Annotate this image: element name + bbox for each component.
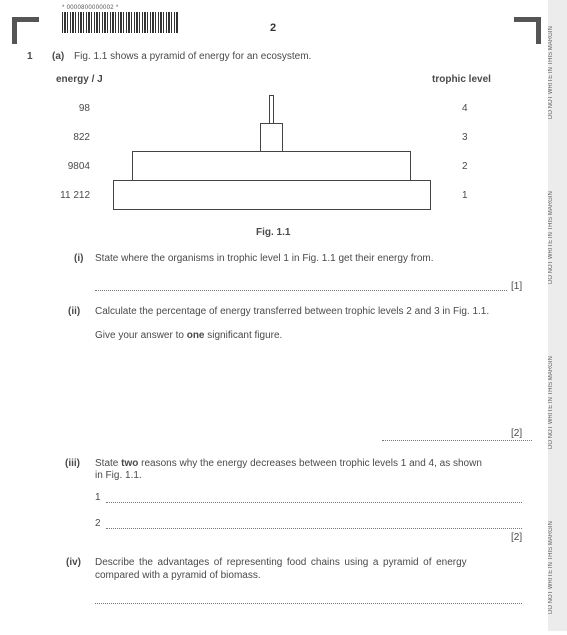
margin-warning: DO NOT WRITE IN THIS MARGIN — [548, 356, 554, 449]
candidate-serial: * 0000800000002 * — [62, 5, 119, 11]
answer-line[interactable] — [106, 528, 522, 529]
energy-value: 822 — [73, 132, 90, 143]
energy-value: 9804 — [67, 161, 90, 172]
trophic-level-number: 1 — [462, 190, 468, 201]
figure-caption: Fig. 1.1 — [256, 227, 291, 238]
crop-mark-right — [514, 17, 541, 44]
part-label-a: (a) — [52, 51, 65, 62]
barcode — [62, 12, 178, 33]
part-label-iii: (iii) — [65, 458, 80, 469]
question-text-iv: Describe the advantages of representing food chains using a pyramid of energy — [95, 557, 467, 568]
question-number: 1 — [27, 51, 33, 62]
question-intro: Fig. 1.1 shows a pyramid of energy for an ecosystem. — [74, 51, 312, 62]
answer-number: 2 — [95, 518, 101, 529]
page-number: 2 — [270, 22, 277, 34]
margin-strip — [548, 0, 567, 631]
part-label-iv: (iv) — [66, 557, 81, 568]
pyramid-bar-level-4 — [269, 95, 274, 124]
answer-number: 1 — [95, 492, 101, 503]
question-text-iv-cont: compared with a pyramid of biomass. — [95, 570, 261, 581]
question-text-ii: Calculate the percentage of energy transferred between trophic levels 2 and 3 in Fig. 1.1. — [95, 306, 490, 317]
answer-line[interactable] — [106, 502, 522, 503]
trophic-level-heading: trophic level — [432, 74, 491, 85]
part-label-i: (i) — [74, 253, 84, 264]
question-text-iii-cont: in Fig. 1.1. — [95, 470, 142, 481]
marks-ii: [2] — [511, 428, 523, 439]
energy-column-heading: energy / J — [56, 74, 103, 85]
answer-line[interactable] — [95, 290, 507, 291]
pyramid-bar-level-2 — [132, 151, 411, 181]
part-label-ii: (ii) — [68, 306, 81, 317]
marks-i: [1] — [511, 281, 523, 292]
energy-value: 98 — [78, 103, 90, 114]
trophic-level-number: 2 — [462, 161, 468, 172]
margin-warning: DO NOT WRITE IN THIS MARGIN — [548, 521, 554, 614]
question-text-iii: State two reasons why the energy decreases between trophic levels 1 and 4, as shown — [95, 458, 482, 469]
trophic-level-number: 3 — [462, 132, 468, 143]
energy-value: 11 212 — [60, 190, 90, 201]
question-text-i: State where the organisms in trophic level 1 in Fig. 1.1 get their energy from. — [95, 253, 434, 264]
pyramid-bar-level-1 — [113, 180, 431, 210]
answer-line[interactable] — [382, 440, 532, 441]
margin-warning: DO NOT WRITE IN THIS MARGIN — [548, 26, 554, 119]
marks-iii: [2] — [511, 532, 523, 543]
instruction-ii: Give your answer to one significant figure. — [95, 330, 283, 341]
margin-warning: DO NOT WRITE IN THIS MARGIN — [548, 191, 554, 284]
crop-mark-left — [12, 17, 39, 44]
pyramid-bar-level-3 — [260, 123, 283, 152]
answer-line[interactable] — [95, 603, 522, 604]
trophic-level-number: 4 — [462, 103, 468, 114]
